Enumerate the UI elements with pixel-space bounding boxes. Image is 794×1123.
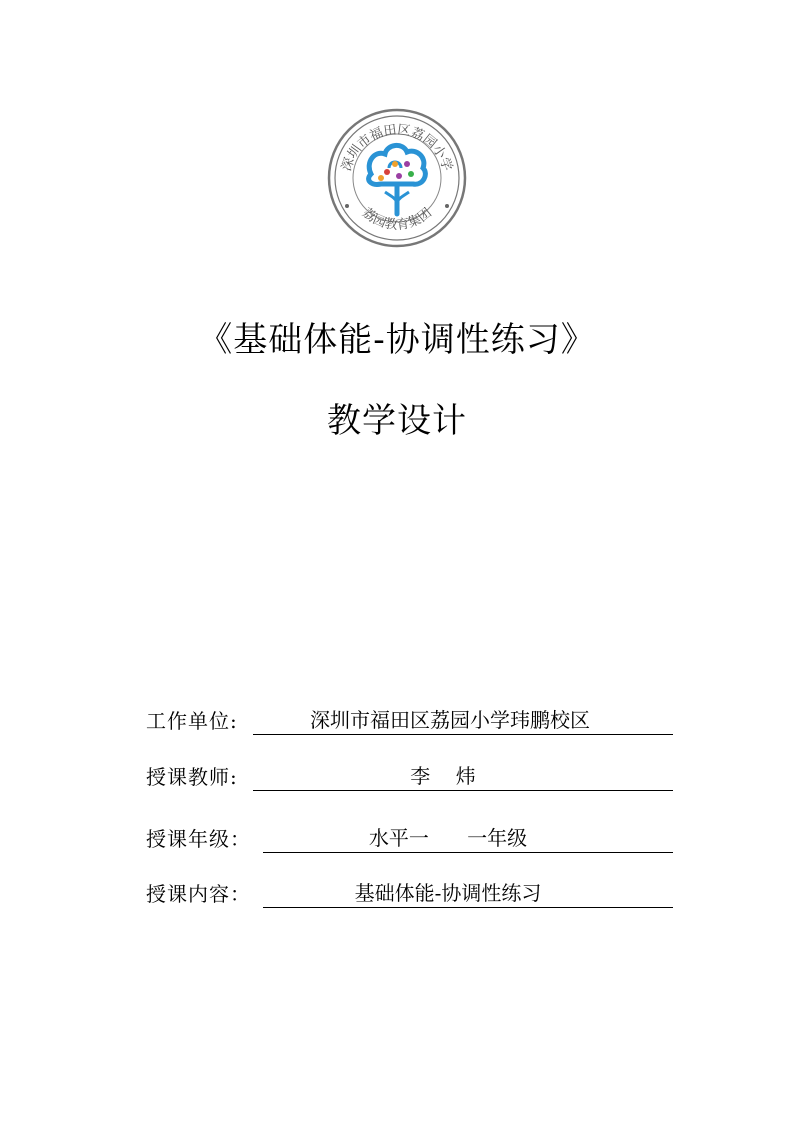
logo-ring-text-top: 深圳市福田区荔园小学: [339, 122, 455, 174]
underline-field: [263, 877, 673, 908]
info-label: 工作单位:: [146, 709, 238, 733]
document-title: 《基础体能-协调性练习》: [198, 320, 596, 360]
info-row-teacher: [146, 759, 673, 791]
info-value: 水平一 一年级: [368, 826, 528, 850]
info-value: 基础体能-协调性练习: [354, 881, 542, 905]
info-label: 授课内容：: [146, 882, 251, 906]
info-value: 深圳市福田区荔园小学玮鹏校区: [310, 708, 590, 732]
info-label: 授课年级：: [146, 827, 251, 851]
logo-ring-text-bottom: 荔园教育集团: [359, 205, 435, 234]
document-subtitle: 教学设计: [327, 401, 467, 441]
info-value: 李 炜: [410, 764, 476, 788]
underline-field: [253, 760, 673, 791]
info-row-grade: [146, 821, 673, 853]
info-label: 授课教师:: [146, 765, 238, 789]
info-row-content: [146, 876, 673, 908]
info-row-work-unit: [146, 703, 673, 735]
school-logo: [325, 102, 469, 254]
underline-field: [253, 704, 673, 735]
underline-field: [263, 822, 673, 853]
